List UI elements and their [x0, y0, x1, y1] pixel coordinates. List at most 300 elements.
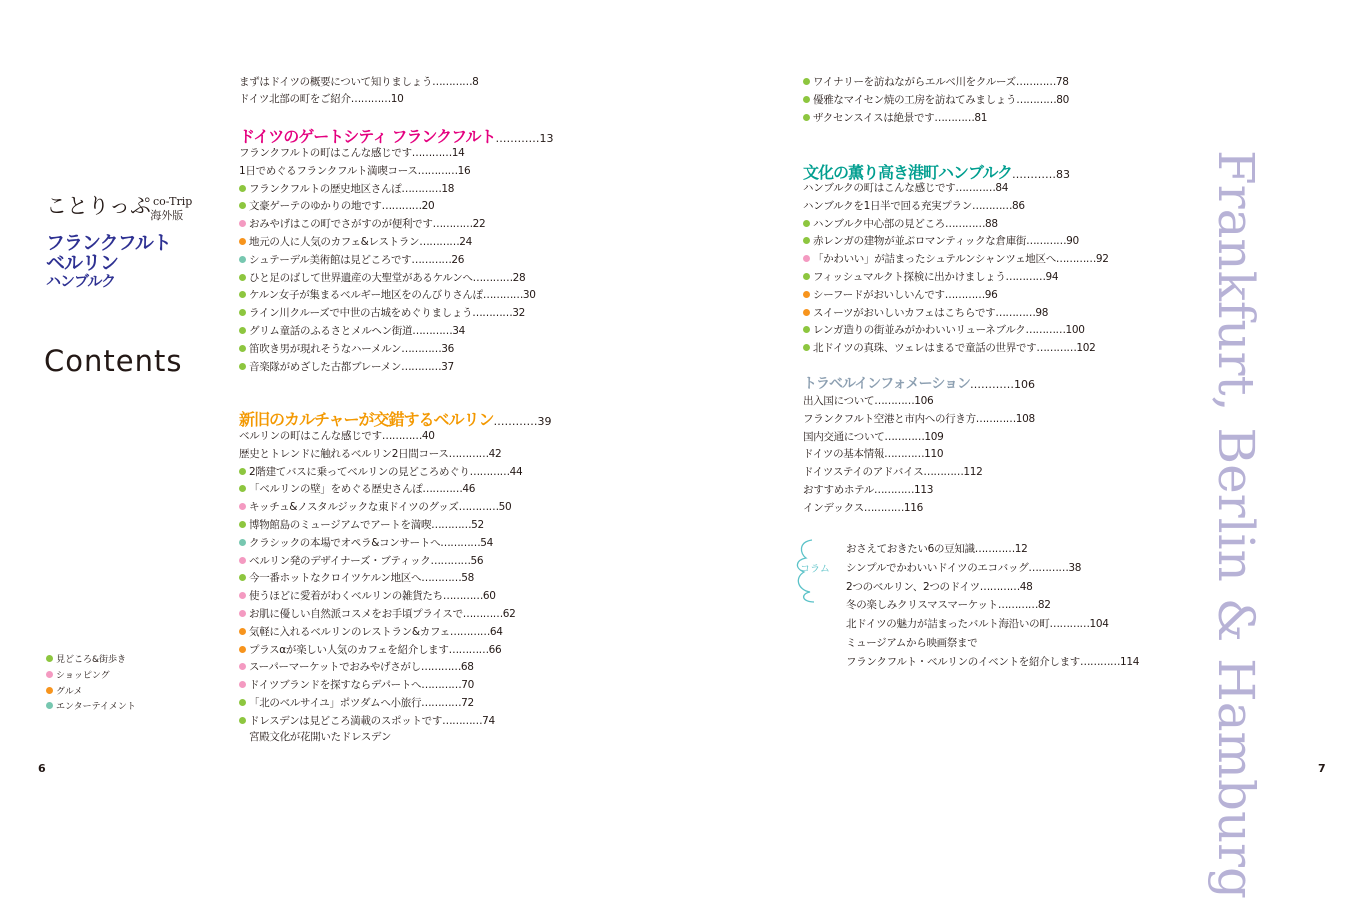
category-dot-green — [239, 202, 246, 209]
leader-dots: ………… — [448, 643, 489, 656]
leader-dots: ………… — [873, 484, 914, 496]
category-dot-orange — [803, 309, 810, 316]
leader-dots: ………… — [495, 132, 540, 145]
toc-entry-page: 12 — [1014, 543, 1028, 555]
legend-label: グルメ — [56, 687, 83, 697]
leader-dots: ………… — [381, 430, 422, 442]
leader-dots: ………… — [420, 661, 461, 674]
category-dot-green — [803, 78, 810, 85]
toc-entry-page: 108 — [1015, 412, 1035, 425]
toc-entry[interactable] — [803, 252, 1109, 266]
toc-entry[interactable] — [239, 92, 403, 106]
toc-entry[interactable] — [803, 483, 933, 497]
toc-entry-page: 42 — [488, 447, 502, 460]
category-dot-green — [239, 521, 246, 528]
leader-dots: ………… — [421, 697, 462, 709]
legend-dot — [46, 702, 53, 709]
toc-entry-text: ドイツステイのアドバイス — [803, 466, 924, 479]
section-heading-berlin[interactable] — [239, 407, 552, 430]
leader-dots: ………… — [1026, 235, 1067, 248]
toc-entry[interactable] — [803, 217, 998, 231]
leader-dots: ………… — [884, 448, 925, 461]
page-number-right: 7 — [1318, 762, 1326, 775]
toc-entry[interactable] — [239, 536, 493, 550]
leader-dots: ………… — [432, 76, 473, 88]
section-title: トラベルインフォメーション — [803, 376, 971, 392]
toc-entry-text: シンプルでかわいいドイツのエコバッグ — [846, 561, 1029, 574]
toc-entry-page: 34 — [452, 325, 465, 337]
leader-dots: ………… — [970, 378, 1015, 391]
leader-dots: ………… — [1016, 94, 1057, 106]
toc-entry-text: ベルリンの町はこんな感じです — [239, 430, 382, 442]
toc-entry-text: ライン川クルーズで中世の古城をめぐりましょう — [249, 307, 473, 320]
vertical-title-text: Frankfurt, Berlin & Hamburg — [1207, 150, 1265, 899]
toc-entry-text: レンガ造りの街並みがかわいいリューネブルク — [813, 324, 1026, 337]
toc-entry[interactable] — [803, 341, 1096, 355]
toc-entry[interactable] — [239, 589, 496, 603]
toc-entry[interactable] — [239, 288, 536, 302]
leader-dots: ………… — [401, 342, 442, 355]
leader-dots: ………… — [1079, 655, 1120, 668]
leader-dots: ………… — [350, 93, 391, 105]
toc-entry-text: 2階建てバスに乗ってベルリンの見どころめぐり — [249, 465, 470, 478]
category-dot-orange — [239, 646, 246, 653]
leader-dots: ………… — [462, 608, 503, 620]
toc-entry-text: ドレスデンは見どころ満載のスポットです — [249, 714, 443, 727]
leader-dots: ………… — [979, 580, 1020, 593]
leader-dots: ………… — [432, 218, 473, 231]
leader-dots: ………… — [411, 253, 452, 266]
toc-entry-page: 38 — [1068, 561, 1082, 574]
leader-dots: ………… — [863, 501, 904, 514]
toc-entry[interactable] — [239, 164, 470, 178]
toc-entry[interactable] — [803, 394, 933, 408]
leader-dots: ………… — [1049, 618, 1090, 631]
toc-entry[interactable] — [803, 501, 923, 515]
leader-dots: ………… — [440, 536, 481, 549]
toc-entry-text: グリム童話のふるさとメルヘン街道 — [249, 325, 413, 337]
leader-dots: ………… — [430, 554, 471, 567]
leader-dots: ………… — [421, 679, 462, 692]
toc-entry-page: 114 — [1119, 655, 1140, 668]
category-dot-green — [803, 114, 810, 121]
toc-entry-text: ハンブルクを1日半で回る充実プラン — [803, 199, 972, 212]
toc-entry[interactable] — [239, 696, 474, 710]
toc-entry-page: 78 — [1055, 76, 1069, 88]
toc-entry[interactable] — [239, 714, 495, 728]
category-dot-orange — [239, 628, 246, 635]
toc-entry[interactable] — [803, 412, 1035, 426]
section-page: 106 — [1014, 378, 1036, 391]
toc-entry-text: 博物館島のミュージアムでアートを満喫 — [249, 519, 432, 531]
leader-dots: ………… — [874, 395, 915, 407]
toc-entry-text: フランクフルトの町はこんな感じです — [239, 147, 412, 159]
toc-entry-text: おみやげはこの町でさがすのが便利です — [249, 218, 433, 231]
toc-entry[interactable] — [846, 617, 1109, 631]
leader-dots: ………… — [412, 325, 453, 337]
toc-entry[interactable] — [803, 288, 998, 302]
vertical-title — [1197, 150, 1265, 899]
toc-entry-text: 「ベルリンの壁」をめぐる歴史さんぽ — [249, 483, 423, 496]
legend-item — [46, 699, 136, 712]
leader-dots: ………… — [923, 466, 964, 479]
toc-entry-page: 14 — [451, 147, 465, 159]
toc-entry-page: 30 — [522, 289, 536, 302]
toc-entry[interactable] — [239, 678, 474, 692]
toc-entry-text: お肌に優しい自然派コスメをお手頃プライスで — [249, 608, 463, 620]
toc-entry[interactable] — [239, 253, 464, 267]
toc-entry-page: 64 — [489, 625, 503, 638]
legend-dot — [46, 655, 53, 662]
toc-entry-page: 32 — [512, 307, 526, 320]
leader-dots: ………… — [934, 112, 975, 124]
toc-entry-page: 80 — [1056, 94, 1069, 106]
toc-entry-page: 66 — [488, 643, 502, 656]
toc-entry-page: 81 — [974, 112, 988, 124]
leader-dots: ………… — [944, 288, 985, 301]
toc-entry-page: 98 — [1035, 306, 1049, 319]
toc-entry-page: 100 — [1065, 324, 1085, 337]
toc-entry-text: ミュージアムから映画祭まで — [846, 637, 978, 649]
toc-entry-page: 28 — [512, 271, 526, 284]
category-dot-green — [803, 96, 810, 103]
category-dot-pink — [239, 592, 246, 599]
leader-dots: ………… — [974, 543, 1015, 555]
toc-entry-text: ザクセンスイスは絶景です — [813, 112, 935, 124]
leader-dots: ………… — [419, 236, 460, 248]
toc-entry-text: フィッシュマルクト探検に出かけましょう — [813, 271, 1006, 283]
toc-entry-text: 地元の人に人気のカフェ&レストラン — [249, 236, 420, 248]
toc-entry-page: 104 — [1089, 618, 1109, 631]
leader-dots: ………… — [971, 199, 1012, 212]
toc-entry[interactable] — [239, 571, 474, 585]
legend-item — [46, 668, 110, 681]
leader-dots: ………… — [442, 714, 483, 727]
category-dot-green — [803, 344, 810, 351]
toc-entry[interactable] — [239, 342, 454, 356]
toc-entry[interactable] — [239, 271, 525, 285]
leader-dots: ………… — [995, 306, 1036, 319]
leader-dots: ………… — [1055, 253, 1096, 266]
category-dot-green — [239, 185, 246, 192]
toc-entry-text: まずはドイツの概要について知りましょう — [239, 76, 433, 88]
toc-entry-page: 56 — [470, 554, 484, 567]
toc-entry-text: 優雅なマイセン焼の工房を訪ねてみましょう — [813, 94, 1017, 106]
category-dot-green — [803, 237, 810, 244]
leader-dots: ………… — [417, 164, 458, 177]
toc-entry-text: おすすめホテル — [803, 484, 874, 496]
toc-entry-text: 「北のベルサイユ」ポツダムへ小旅行 — [249, 697, 422, 709]
toc-entry[interactable] — [803, 465, 983, 479]
toc-entry[interactable] — [239, 447, 501, 461]
toc-entry[interactable] — [239, 146, 465, 160]
toc-entry-page: 8 — [472, 76, 479, 88]
category-dot-pink — [239, 557, 246, 564]
category-dot-teal — [239, 539, 246, 546]
leader-dots: ………… — [422, 483, 463, 496]
guide-title-line-2: ベルリン — [46, 252, 119, 274]
toc-entry-page: 96 — [984, 288, 998, 301]
toc-entry[interactable] — [846, 542, 1028, 556]
leader-dots: ………… — [997, 599, 1038, 612]
legend-label: エンターテイメント — [56, 702, 136, 712]
toc-entry[interactable] — [239, 360, 454, 374]
toc-entry[interactable] — [803, 75, 1069, 89]
section-heading-hamburg[interactable] — [803, 160, 1070, 183]
toc-entry-page: 26 — [451, 253, 465, 266]
toc-entry[interactable] — [239, 75, 478, 89]
toc-entry-page: 62 — [502, 608, 516, 620]
section-title: 文化の薫り高き港町ハンブルク — [803, 163, 1013, 182]
legend-dot — [46, 671, 53, 678]
toc-entry[interactable] — [239, 324, 465, 338]
toc-entry-text: フランクフルト・ベルリンのイベントを紹介します — [846, 655, 1080, 668]
toc-entry-page: 110 — [924, 448, 944, 461]
toc-entry[interactable] — [239, 554, 483, 568]
toc-entry[interactable] — [239, 217, 485, 231]
toc-entry[interactable] — [846, 561, 1081, 575]
category-dot-orange — [239, 238, 246, 245]
toc-entry-text: 出入国について — [803, 395, 875, 407]
leader-dots: ………… — [955, 182, 996, 194]
section-heading-travel[interactable] — [803, 373, 1035, 393]
toc-entry-text: 北ドイツの魅力が詰まったバルト海沿いの町 — [846, 618, 1050, 631]
toc-entry-page: 88 — [984, 217, 998, 230]
toc-entry[interactable] — [239, 643, 501, 657]
leader-dots: ………… — [411, 147, 452, 159]
toc-entry[interactable] — [803, 199, 1025, 213]
toc-entry-subtitle: 宮殿文化が花開いたドレスデン — [249, 731, 392, 743]
toc-entry-page: 40 — [421, 430, 435, 442]
toc-entry-page: 106 — [914, 395, 934, 407]
category-dot-pink — [239, 503, 246, 510]
guide-title-line-3: ハンブルク — [46, 272, 116, 290]
category-dot-green — [239, 468, 246, 475]
category-dot-orange — [803, 291, 810, 298]
toc-entry[interactable] — [239, 625, 503, 639]
toc-entry[interactable] — [803, 234, 1079, 248]
toc-entry-page: 18 — [441, 182, 455, 195]
toc-entry-text: ハンブルク中心部の見どころ — [813, 217, 945, 230]
category-dot-green — [239, 699, 246, 706]
category-dot-green — [239, 574, 246, 581]
leader-dots: ………… — [442, 590, 483, 603]
leader-dots: ………… — [482, 289, 523, 302]
leader-dots: ………… — [381, 200, 422, 213]
toc-entry-text: 気軽に入れるベルリンのレストラン&カフェ — [249, 625, 450, 638]
leader-dots: ………… — [472, 307, 513, 320]
leader-dots: ………… — [1028, 561, 1069, 574]
leader-dots: ………… — [472, 271, 513, 284]
leader-dots: ………… — [1015, 76, 1056, 88]
leader-dots: ………… — [1012, 168, 1057, 181]
toc-entry-text: 文豪ゲーテのゆかりの地です — [249, 200, 382, 213]
toc-entry-page: 50 — [498, 501, 512, 514]
category-dot-pink — [239, 220, 246, 227]
toc-entry-page: 70 — [461, 679, 475, 692]
toc-entry-text: ケルン女子が集まるベルギー地区をのんびりさんぽ — [249, 289, 483, 302]
toc-entry-page: 20 — [421, 200, 435, 213]
toc-entry[interactable] — [803, 323, 1085, 337]
toc-entry-text: クラシックの本場でオペラ&コンサートへ — [249, 536, 441, 549]
leader-dots: ………… — [448, 447, 489, 460]
toc-entry-text: ドイツブランドを探すならデパートへ — [249, 679, 422, 692]
toc-entry-text: 「かわいい」が詰まったシュテルンシャンツェ地区へ — [813, 253, 1056, 266]
leader-dots: ………… — [401, 182, 442, 195]
toc-entry-page: 72 — [461, 697, 474, 709]
toc-entry[interactable] — [239, 306, 525, 320]
toc-entry[interactable] — [803, 270, 1058, 284]
toc-entry[interactable] — [803, 93, 1069, 107]
toc-entry-page: 10 — [390, 93, 404, 105]
toc-entry[interactable] — [239, 465, 522, 479]
toc-entry-text: 北ドイツの真珠、ツェレはまるで童話の世界です — [813, 342, 1037, 355]
toc-entry-page: 22 — [472, 218, 486, 231]
toc-entry-page: 112 — [963, 466, 983, 479]
toc-entry[interactable] — [239, 199, 434, 213]
guide-title-line-1: フランクフルト — [46, 232, 171, 254]
leader-dots: ………… — [493, 415, 538, 428]
category-dot-pink — [239, 681, 246, 688]
toc-entry[interactable] — [846, 580, 1033, 594]
toc-entry[interactable] — [239, 518, 484, 532]
section-page: 13 — [539, 132, 554, 145]
toc-entry-page: 109 — [924, 430, 944, 443]
legend-item — [46, 684, 82, 697]
leader-dots: ………… — [431, 519, 472, 531]
toc-entry[interactable] — [846, 598, 1051, 612]
category-dot-green — [803, 326, 810, 333]
toc-entry-page: 102 — [1076, 342, 1096, 355]
toc-entry-text: シーフードがおいしいんです — [813, 288, 945, 301]
toc-entry-page: 68 — [460, 661, 474, 674]
leader-dots: ………… — [884, 430, 925, 443]
category-dot-green — [239, 363, 246, 370]
column-label: コラム — [800, 564, 830, 575]
toc-entry-text: フランクフルト空港と市内への行き方 — [803, 412, 976, 425]
toc-entry[interactable] — [239, 482, 475, 496]
toc-entry[interactable] — [239, 429, 435, 443]
toc-entry-text: おさえておきたい6の豆知識 — [846, 543, 975, 555]
section-title: ドイツのゲートシティ フランクフルト — [239, 127, 496, 146]
toc-entry-page: 113 — [913, 484, 934, 496]
toc-entry-text: スーパーマーケットでおみやげさがし — [249, 661, 421, 674]
leader-dots: ………… — [1036, 342, 1077, 355]
category-dot-green — [239, 717, 246, 724]
toc-entry-page: 36 — [441, 342, 454, 355]
toc-entry-text: 2つのベルリン、2つのドイツ — [846, 580, 980, 593]
toc-entry-text: 使うほどに愛着がわくベルリンの雑貨たち — [249, 590, 443, 603]
toc-entry-page: 37 — [441, 360, 454, 373]
toc-entry-page: 74 — [482, 714, 495, 727]
section-heading-frankfurt[interactable] — [239, 124, 554, 147]
toc-entry-text: 赤レンガの建物が並ぶロマンティックな倉庫街 — [813, 235, 1027, 248]
toc-entry-text: 笛吹き男が現れそうなハーメルン — [249, 342, 402, 355]
toc-entry[interactable] — [239, 660, 474, 674]
toc-entry-text: フランクフルトの歴史地区さんぽ — [249, 182, 402, 195]
toc-entry[interactable] — [803, 181, 1008, 195]
category-dot-pink — [239, 663, 246, 670]
category-dot-green — [239, 274, 246, 281]
toc-entry-page: 44 — [509, 465, 523, 478]
toc-entry-text: ひと足のばして世界遺産の大聖堂があるケルンへ — [249, 271, 473, 284]
brand-logo — [46, 190, 225, 220]
toc-entry-page: 48 — [1019, 580, 1033, 593]
toc-entry[interactable] — [803, 430, 944, 444]
toc-entry-text: シュテーデル美術館は見どころです — [249, 253, 412, 266]
toc-entry-text: 冬の楽しみクリスマスマーケット — [846, 599, 998, 612]
legend-item — [46, 652, 126, 665]
toc-entry[interactable] — [239, 235, 472, 249]
toc-entry-page: 58 — [461, 572, 474, 585]
toc-entry-page: 86 — [1011, 199, 1025, 212]
brand-name-en: co-Trip — [153, 195, 193, 208]
category-dot-teal — [239, 256, 246, 263]
toc-entry-text: 歴史とトレンドに触れるベルリン2日間コース — [239, 447, 449, 460]
category-dot-green — [239, 327, 246, 334]
toc-entry-text: 1日でめぐるフランクフルト満喫コース — [239, 164, 418, 177]
toc-entry-text: プラスαが楽しい人気のカフェを紹介します — [249, 643, 449, 656]
toc-entry-text: ドイツの基本情報 — [803, 448, 885, 461]
leader-dots: ………… — [944, 217, 985, 230]
toc-entry-page: 84 — [995, 182, 1009, 194]
contents-heading: Contents — [44, 344, 183, 378]
toc-entry[interactable] — [803, 111, 987, 125]
toc-entry[interactable] — [846, 655, 1139, 669]
leader-dots: ………… — [421, 572, 462, 585]
category-dot-pink — [239, 610, 246, 617]
category-dot-pink — [803, 255, 810, 262]
brand-sub: 海外版 — [150, 209, 184, 222]
toc-entry-text: キッチュ&ノスタルジックな東ドイツのグッズ — [249, 501, 459, 514]
section-title: 新旧のカルチャーが交錯するベルリン — [239, 410, 494, 429]
leader-dots: ………… — [975, 412, 1016, 425]
category-dot-green — [803, 273, 810, 280]
toc-entry[interactable] — [239, 607, 516, 621]
toc-entry[interactable] — [803, 447, 943, 461]
toc-entry-text: スイーツがおいしいカフェはこちらです — [813, 306, 996, 319]
page-number-left: 6 — [38, 762, 46, 775]
legend-label: ショッピング — [56, 671, 110, 681]
category-dot-green — [239, 291, 246, 298]
toc-entry-page: 60 — [482, 590, 496, 603]
toc-entry-page: 94 — [1045, 271, 1059, 283]
leader-dots: ………… — [469, 465, 510, 478]
toc-entry-text: 国内交通について — [803, 430, 885, 443]
toc-entry-page: 116 — [903, 501, 924, 514]
leader-dots: ………… — [1005, 271, 1046, 283]
toc-entry[interactable] — [803, 306, 1048, 320]
toc-entry-text: ドイツ北部の町をご紹介 — [239, 93, 351, 105]
toc-entry-text: 音楽隊がめざした古都ブレーメン — [249, 360, 402, 373]
toc-entry[interactable] — [239, 182, 454, 196]
section-page: 83 — [1056, 168, 1071, 181]
leader-dots: ………… — [1025, 324, 1066, 337]
toc-entry[interactable] — [846, 636, 977, 650]
toc-entry-page: 54 — [480, 536, 494, 549]
category-dot-green — [239, 345, 246, 352]
toc-entry-page: 24 — [459, 236, 473, 248]
toc-entry-page: 52 — [471, 519, 484, 531]
legend-label: 見どころ&街歩き — [56, 655, 127, 665]
toc-entry-text: ハンブルクの町はこんな感じです — [803, 182, 956, 194]
leader-dots: ………… — [449, 625, 490, 638]
toc-entry[interactable] — [239, 500, 511, 514]
toc-entry-text: 今一番ホットなクロイツケルン地区へ — [249, 572, 422, 585]
legend-dot — [46, 687, 53, 694]
toc-entry-page: 46 — [462, 483, 476, 496]
toc-entry-page: 82 — [1037, 599, 1051, 612]
